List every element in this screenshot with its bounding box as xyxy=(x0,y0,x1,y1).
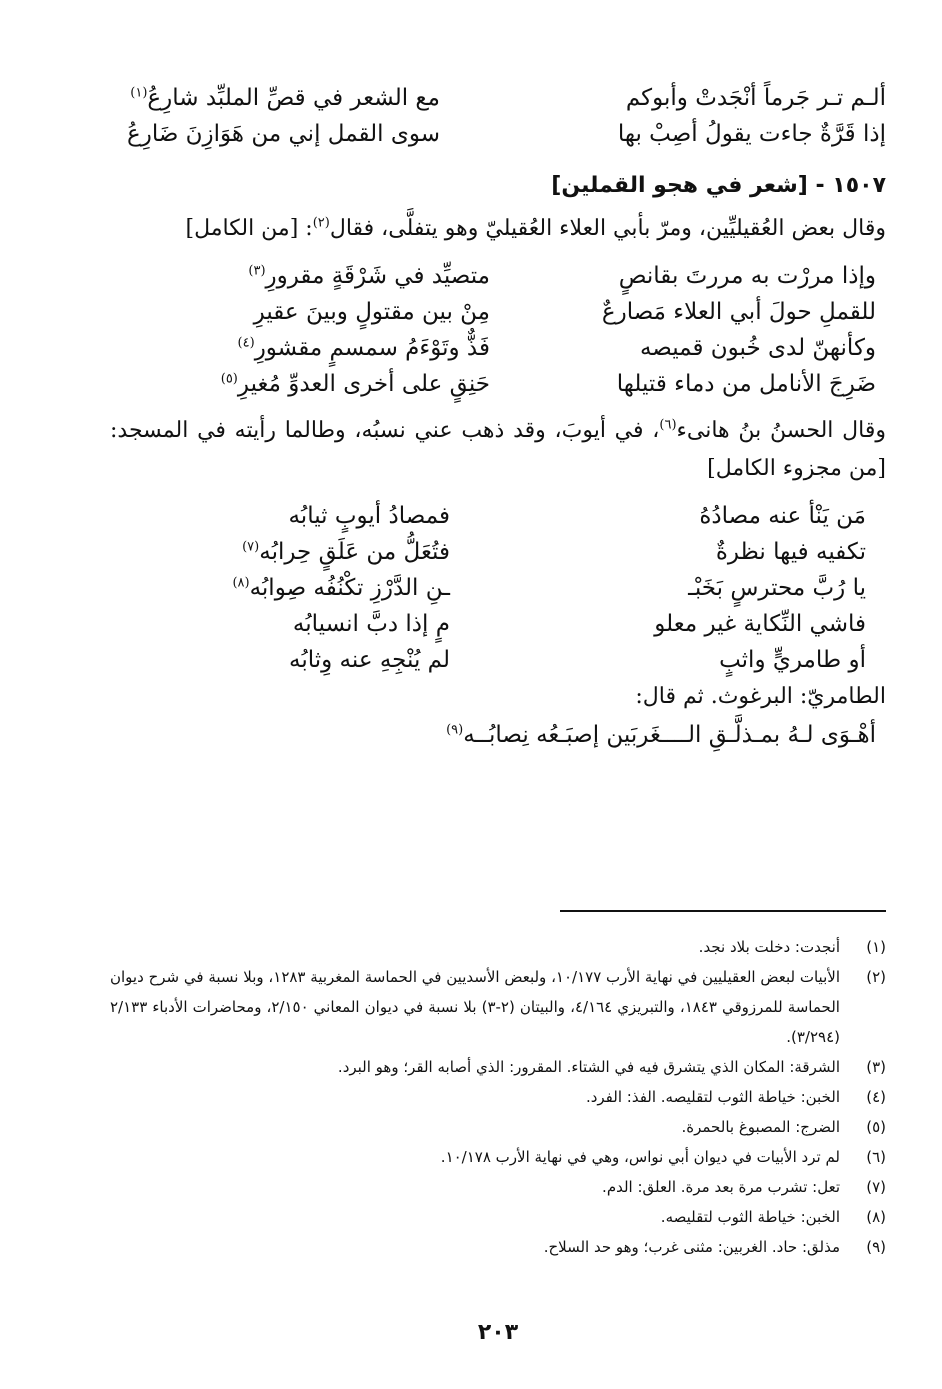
poem-a xyxy=(110,80,886,152)
footnote-text: مذلق: حاد. الغربين: مثنى غرب؛ وهو حد السلاح. xyxy=(543,1238,840,1256)
intro-text-continued: ، في أيوبَ، وقد ذهب عني نسبُه، وطالما رأيته في المسجد: [من مجزوء الكامل] xyxy=(110,418,886,481)
gloss-line: الطامريّ: البرغوث. ثم قال: xyxy=(635,684,886,709)
second-hemistich xyxy=(120,330,490,366)
first-hemistich: فاشي النِّكاية غير معلو xyxy=(654,611,866,637)
second-hemistich xyxy=(120,258,490,294)
first-hemistich: ألـم تـر جَرماً أنْجَدتْ وأبوكم xyxy=(625,85,886,111)
footnote-number: (٨) xyxy=(866,1208,886,1226)
final-verse xyxy=(110,716,886,754)
footnote-number: (٤) xyxy=(866,1088,886,1106)
section-heading: ١٥٠٧ - [شعر في هجو القملين] xyxy=(551,173,886,198)
footnote-number: (٩) xyxy=(866,1238,886,1256)
footnote-text: أنجدت: دخلت بلاد نجد. xyxy=(698,938,840,956)
verse-line xyxy=(120,258,876,294)
footnote-item xyxy=(110,1172,886,1202)
poem-c xyxy=(110,498,886,678)
page-number: ٢٠٣ xyxy=(477,1320,519,1345)
verse-line xyxy=(130,534,866,570)
footnote-item xyxy=(110,1052,886,1082)
footnote-item xyxy=(110,1082,886,1112)
first-hemistich: مَن يَنْأ عنه مصادُهُ xyxy=(699,503,866,529)
footnote-number: (٧) xyxy=(866,1178,886,1196)
first-hemistich: إذا قَرَّةٌ جاءت يقولُ أصِبْ بها xyxy=(617,121,886,147)
verse-line xyxy=(110,80,886,116)
verse-line xyxy=(130,498,866,534)
footnote-text: الخبن: خياطة الثوب لتقليصه. xyxy=(660,1208,840,1226)
footnote-text: الشرقة: المكان الذي يتشرق فيه في الشتاء. المقرور: الذي أصابه القر؛ وهو البرد. xyxy=(337,1058,840,1076)
footnote-marker: (٦) xyxy=(659,417,677,433)
poem-b xyxy=(110,258,886,402)
first-hemistich: وكأنهنّ لدى خُبون قميصه xyxy=(639,335,876,361)
footnote-marker: (٨) xyxy=(232,575,250,591)
verse-line xyxy=(130,570,866,606)
final-verse-text: أهْـوَى لـهُ بمـذلَّـقِ الــــغَربَين إصبَـعُه نِصابُــه xyxy=(463,722,876,748)
footnote-item xyxy=(110,1232,886,1262)
footnote-text: الخبن: خياطة الثوب لتقليصه. الفذ: الفرد. xyxy=(585,1088,840,1106)
second-hemistich xyxy=(130,534,450,570)
footnote-number: (١) xyxy=(866,938,886,956)
footnote-text: تعل: تشرب مرة بعد مرة. العلق: الدم. xyxy=(602,1178,840,1196)
hemistich-text: متصيِّد في شَرْقَةٍ مقرورِ xyxy=(265,263,490,289)
hemistich-text: فَذٌّ وتَوْءَمُ سمسمٍ مقشورِ xyxy=(254,335,490,361)
footnote-marker: (٣) xyxy=(248,263,266,279)
first-hemistich: للقملِ حولَ أبي العلاء مَصارعٌ xyxy=(601,299,876,325)
footnote-item xyxy=(110,1142,886,1172)
footnote-number: (٥) xyxy=(866,1118,886,1136)
footnote-text: لم ترد الأبيات في ديوان أبي نواس، وهي في نهاية الأرب ١٠/١٧٨. xyxy=(440,1148,840,1166)
intro-text: وقال بعض العُقيليِّين، ومرّ بأبي العلاء العُقيليّ وهو يتفلَّى، فقال xyxy=(329,216,886,241)
second-hemistich xyxy=(130,570,450,606)
verse-line xyxy=(110,116,886,152)
footnote-item xyxy=(110,1202,886,1232)
verse-line xyxy=(130,606,866,642)
footnote-text: الضرج: المصبوغ بالحمرة. xyxy=(681,1118,840,1136)
footnotes xyxy=(110,932,886,1262)
footnote-marker: (١) xyxy=(130,85,148,101)
footnote-item xyxy=(110,1112,886,1142)
footnote-marker: (٥) xyxy=(220,371,238,387)
first-hemistich: وإذا مررْت به مررتَ بقانصٍ xyxy=(618,263,876,289)
verse-line xyxy=(120,366,876,402)
footnote-divider xyxy=(560,910,886,912)
footnote-item xyxy=(110,932,886,962)
second-hemistich xyxy=(110,80,440,116)
intro-text: وقال الحسنُ بنُ هانىء xyxy=(676,418,886,443)
footnote-marker: (٢) xyxy=(312,215,330,231)
footnote-item xyxy=(110,962,886,1052)
meter-label: : [من الكامل] xyxy=(185,216,313,241)
hemistich-text: فتُعَلُّ من عَلَقٍ حِرابُه xyxy=(259,539,450,565)
footnote-marker: (٤) xyxy=(237,335,255,351)
footnote-text: الأبيات لبعض العقيليين في نهاية الأرب ١٠/١٧٧، ولبعض الأسديين في الحماسة المغربية ١٢٨٣، وبلا نسبة في شرح ديوان الحماسة للمرزوقي ١٨٤٣، والتبريزي ٤/١٦٤، والبيتان (٢-٣) بلا نسبة في ديوان المعاني ٢/١٥٠، ومحاضرات الأدباء ٢/١٣٣ (٣/٢٩٤). xyxy=(110,968,840,1046)
verse-line xyxy=(120,330,876,366)
hemistich-text: ـنِ الدَّرْزِ تكْنُفُه صِوابُه xyxy=(249,575,450,601)
second-hemistich: فمصادُ أيوبٍ ثيابُه xyxy=(288,503,450,529)
hemistich-text: مع الشعر في قصِّ الملبِّد شارِعُ xyxy=(147,85,440,111)
second-hemistich: مٍ إذا دبَّ انسيابُه xyxy=(292,611,450,637)
intro-paragraph-1 xyxy=(110,210,886,248)
second-hemistich: سوى القمل إني من هَوَازِنَ ضَارِعُ xyxy=(126,121,440,147)
footnote-number: (٣) xyxy=(866,1058,886,1076)
first-hemistich: يا رُبَّ محترسٍ بَخَبْـ xyxy=(688,575,866,601)
verse-line xyxy=(130,642,866,678)
first-hemistich: تكفيه فيها نظرةٌ xyxy=(715,539,866,565)
first-hemistich: أو طامريٍّ واثبٍ xyxy=(719,647,866,673)
second-hemistich: لم يُنْجِهِ عنه وِثابُه xyxy=(288,647,450,673)
second-hemistich: مِنْ بين مقتولٍ وبينَ عقيرِ xyxy=(253,299,490,325)
book-page xyxy=(110,80,886,1370)
footnote-marker: (٧) xyxy=(242,539,260,555)
first-hemistich: ضَرِجَ الأنامل من دماء قتيلها xyxy=(616,371,876,397)
footnote-marker: (٩) xyxy=(446,722,464,738)
intro-paragraph-2 xyxy=(110,412,886,488)
second-hemistich xyxy=(120,366,490,402)
footnote-number: (٢) xyxy=(866,968,886,986)
footnote-number: (٦) xyxy=(866,1148,886,1166)
hemistich-text: حَنِقٍ على أخرى العدوِّ مُغيرِ xyxy=(237,371,490,397)
verse-line xyxy=(120,294,876,330)
